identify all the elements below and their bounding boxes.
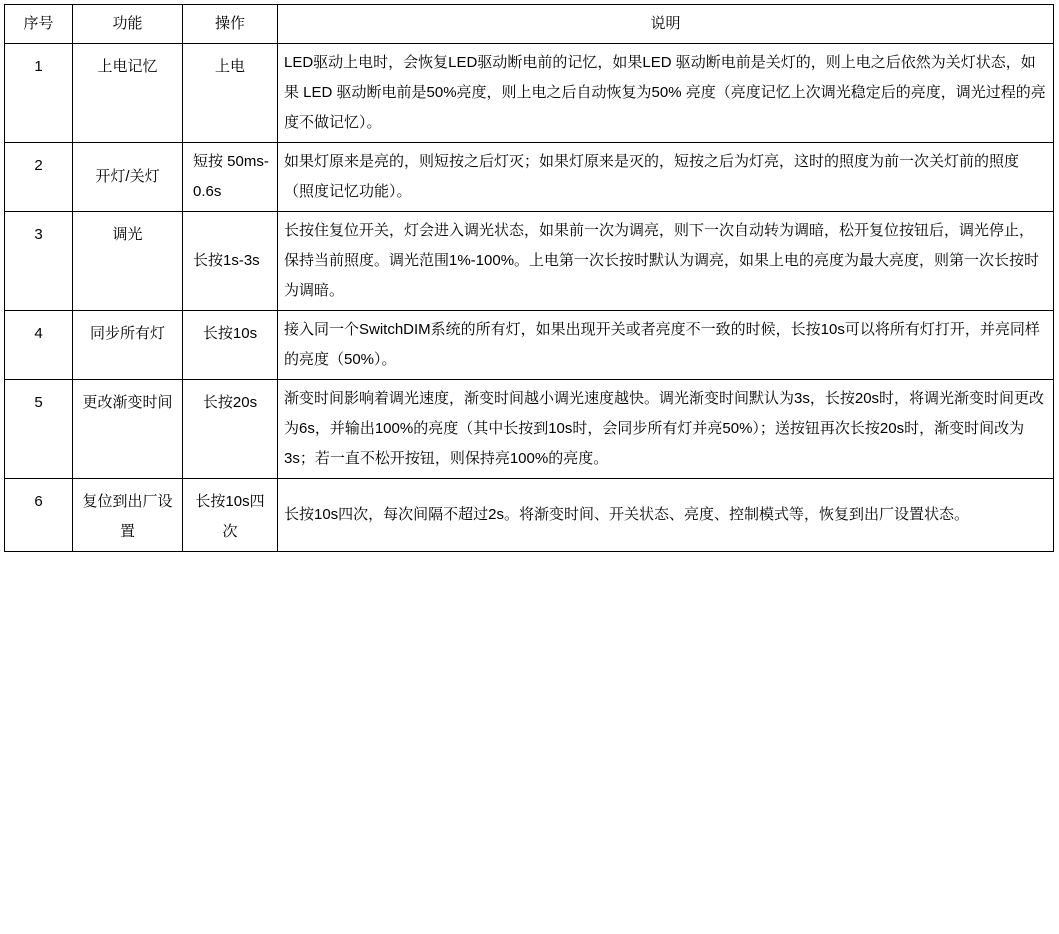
column-header-operation: 操作: [183, 5, 278, 44]
cell-operation: 长按10s: [183, 311, 278, 380]
column-header-index: 序号: [5, 5, 73, 44]
cell-operation: 长按1s-3s: [183, 212, 278, 311]
cell-operation: 短按 50ms-0.6s: [183, 143, 278, 212]
cell-operation: 上电: [183, 44, 278, 143]
table-header-row: [5, 5, 1054, 44]
table-row: [5, 212, 1054, 311]
table-row: [5, 44, 1054, 143]
cell-index: 3: [5, 212, 73, 311]
cell-description: 如果灯原来是亮的，则短按之后灯灭；如果灯原来是灭的，短按之后为灯亮，这时的照度为前一次关灯前的照度（照度记忆功能）。: [278, 143, 1054, 212]
cell-description: 渐变时间影响着调光速度，渐变时间越小调光速度越快。调光渐变时间默认为3s，长按20s时，将调光渐变时间更改为6s，并输出100%的亮度（其中长按到10s时，会同步所有灯并亮50%）；送按钮再次长按20s时，渐变时间改为3s；若一直不松开按钮，则保持亮100%的亮度。: [278, 380, 1054, 479]
table-row: [5, 479, 1054, 552]
cell-operation: 长按10s四次: [183, 479, 278, 552]
cell-operation: 长按20s: [183, 380, 278, 479]
cell-index: 1: [5, 44, 73, 143]
cell-function: 同步所有灯: [73, 311, 183, 380]
cell-index: 5: [5, 380, 73, 479]
column-header-description: 说明: [278, 5, 1054, 44]
cell-function: 更改渐变时间: [73, 380, 183, 479]
cell-function: 上电记忆: [73, 44, 183, 143]
cell-index: 6: [5, 479, 73, 552]
cell-description: 长按住复位开关，灯会进入调光状态，如果前一次为调亮，则下一次自动转为调暗，松开复位按钮后，调光停止，保持当前照度。调光范围1%-100%。上电第一次长按时默认为调亮，如果上电的亮度为最大亮度，则第一次长按时为调暗。: [278, 212, 1054, 311]
cell-description: LED驱动上电时，会恢复LED驱动断电前的记忆，如果LED 驱动断电前是关灯的，则上电之后依然为关灯状态，如果 LED 驱动断电前是50%亮度，则上电之后自动恢复为50% 亮度（亮度记忆上次调光稳定后的亮度，调光过程的亮度不做记忆）。: [278, 44, 1054, 143]
column-header-function: 功能: [73, 5, 183, 44]
cell-index: 2: [5, 143, 73, 212]
cell-function: 开灯/关灯: [73, 143, 183, 212]
table-row: [5, 311, 1054, 380]
table-row: [5, 143, 1054, 212]
function-operation-table: [4, 4, 1054, 552]
cell-description: 接入同一个SwitchDIM系统的所有灯，如果出现开关或者亮度不一致的时候，长按10s可以将所有灯打开，并亮同样的亮度（50%）。: [278, 311, 1054, 380]
cell-description: 长按10s四次，每次间隔不超过2s。将渐变时间、开关状态、亮度、控制模式等，恢复到出厂设置状态。: [278, 479, 1054, 552]
table-row: [5, 380, 1054, 479]
cell-function: 复位到出厂设置: [73, 479, 183, 552]
cell-function: 调光: [73, 212, 183, 311]
cell-index: 4: [5, 311, 73, 380]
